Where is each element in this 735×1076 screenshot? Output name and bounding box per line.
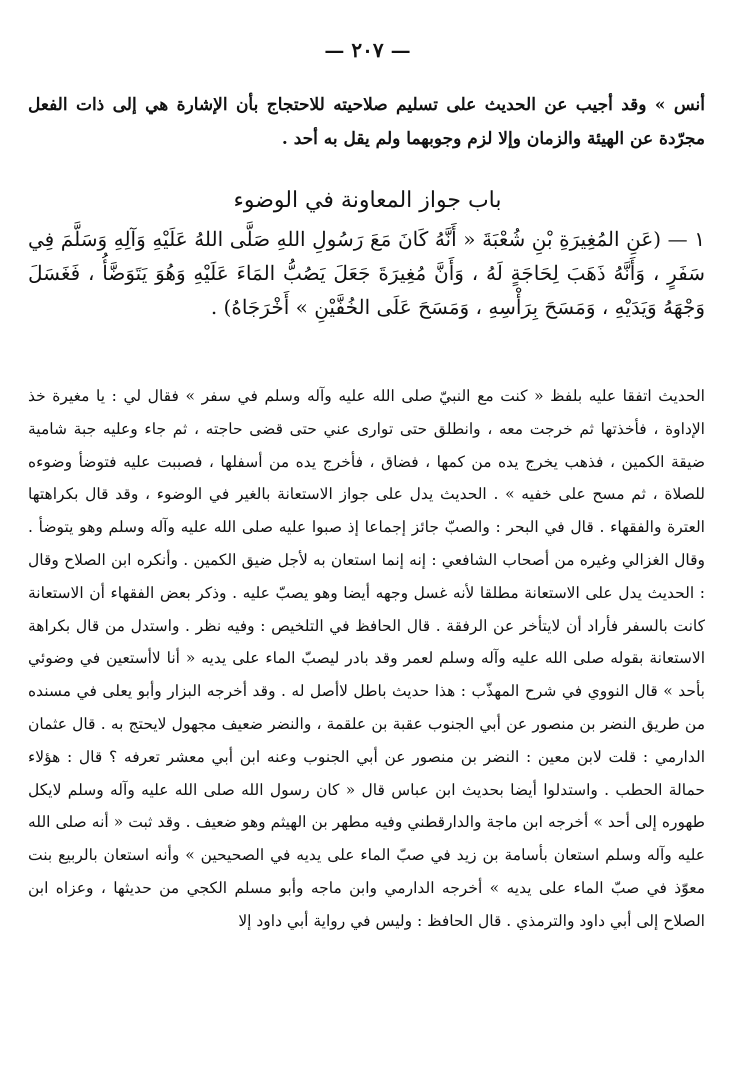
chapter-title: باب جواز المعاونة في الوضوء: [233, 188, 502, 214]
page-number: — ٢٠٧ —: [324, 38, 411, 62]
hadith-text: ١ — (عَنِ المُغِيرَةِ بْنِ شُعْبَةَ « أَنَّهُ كَانَ مَعَ رَسُولِ اللهِ صَلَّى اللهُ عَلَيْهِ وَآلِهِ وَسَلَّمَ فِي سَفَرٍ ، وَأَنَّهُ ذَهَبَ لِحَاجَةٍ لَهُ ، وَأَنَّ مُغِيرَةَ جَعَلَ يَصُبُّ المَاءَ عَلَيْهِ وَهُوَ يَتَوَضَّأُ ، فَغَسَلَ وَجْهَهُ وَيَدَيْهِ ، وَمَسَحَ بِرَأْسِهِ ، وَمَسَحَ عَلَى الخُفَّيْنِ » أَخْرَجَاهُ) .: [28, 227, 705, 319]
commentary-paragraph: الحديث اتفقا عليه بلفظ « كنت مع النبيّ صلى الله عليه وآله وسلم في سفر » فقال لي : يا مغيرة خذ الإداوة ، فأخذتها ثم خرجت معه ، وانطلق حتى توارى عني حتى قضى حاجته ، ثم جاء وعليه جبة شامية ضيقة الكمين ، فذهب يخرج يده من كمها ، فضاق ، فأخرج يده من أسفلها ، فصببت عليه فتوضأ وضوءه للصلاة ، ثم مسح على خفيه » . الحديث يدل على جواز الاستعانة بالغير في الوضوء ، وقد قال بكراهتها العترة والفقهاء . قال في البحر : والصبّ جائز إجماعا إذ صبوا عليه صلى الله عليه وآله وسلم وهو يتوضأ . وقال الغزالي وغيره من أصحاب الشافعي : إنه إنما استعان به لأجل ضيق الكمين . وأنكره ابن الصلاح وقال : الحديث يدل على الاستعانة مطلقا لأنه غسل وجهه أيضا وهو يصبّ عليه . وذكر بعض الفقهاء أن الاستعانة كانت بالسفر فأراد أن لايتأخر عن الرفقة . قال الحافظ في التلخيص : وفيه نظر . واستدل من قال بكراهة الاستعانة بقوله صلى الله عليه وآله وسلم لعمر وقد بادر ليصبّ الماء على يديه « أنا لاأستعين في وضوئي بأحد » قال النووي في شرح المهذّب : هذا حديث باطل لاأصل له . وقد أخرجه البزار وأبو يعلى في مسنده من طريق النضر بن منصور عن أبي الجنوب عقبة بن علقمة ، والنضر ضعيف مجهول لايحتج به . قال عثمان الدارمي : قلت لابن معين : النضر بن منصور عن أبي الجنوب وعنه ابن أبي معشر تعرفه ؟ قال : هؤلاء حمالة الحطب . واستدلوا أيضا بحديث ابن عباس قال « كان رسول الله صلى الله عليه وآله وسلم لايكل طهوره إلى أحد » أخرجه ابن ماجة والدارقطني وفيه مطهر بن الهيثم وهو ضعيف . وقد ثبت « أنه صلى الله عليه وآله وسلم استعان بأسامة بن زيد في صبّ الماء على يديه في الصحيحين » وأنه استعان بالربيع بنت معوّذ في صبّ الماء على يديه » أخرجه الدارمي وابن ماجه وأبو مسلم الكجي من حديثها ، وعزاه ابن الصلاح إلى أبي داود والترمذي . قال الحافظ : وليس في رواية أبي داود إلا: [28, 387, 706, 930]
intro-paragraph: أنس » وقد أجيب عن الحديث على تسليم صلاحيته للاحتجاج بأن الإشارة هي إلى ذات الفعل مجرّدة عن الهيئة والزمان وإلا لزم وجوبهما ولم يقل به أحد .: [28, 95, 705, 149]
